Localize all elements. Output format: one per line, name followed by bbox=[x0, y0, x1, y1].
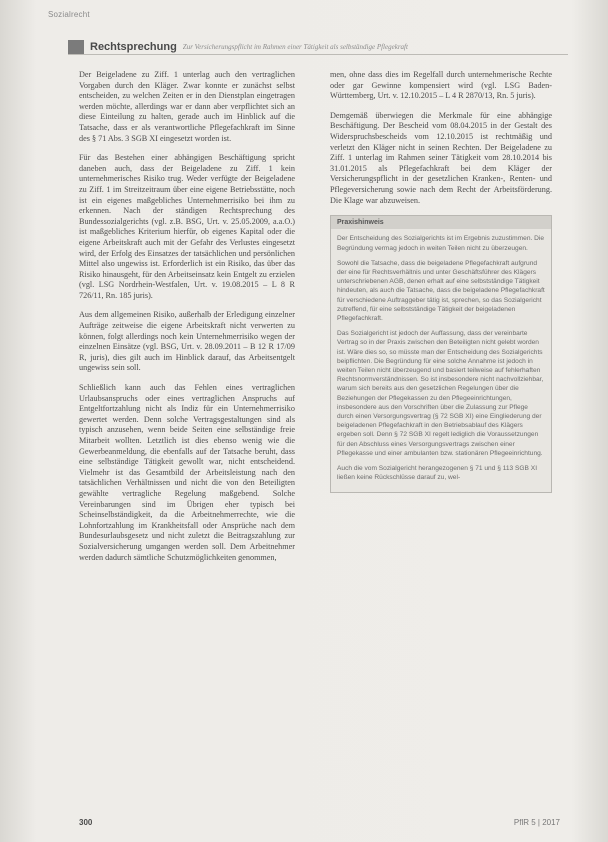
body-paragraph: Demgemäß überwiegen die Merkmale für eine abhängige Beschäftigung. Der Bescheid vom 08.04.2015 in der Gestalt des Widerspruchsbescheids vom 12.10.2015 ist rechtmäßig und verletzt den Kläger nicht in seinen Rechten. Der Beigeladene zu Ziff. 1 unterlag im Rahmen seiner Tätigkeit vom 28.10.2014 bis 31.01.2015 als Pflegefachkraft bei dem Kläger der Versicherungspflicht in der gesetzlichen Kranken-, Renten- und Pflegeversicherung sowie nach dem Recht der Arbeitsförderung. Die Klage war abzuweisen. bbox=[330, 110, 552, 205]
practice-note-paragraph: Der Entscheidung des Sozialgerichts ist im Ergebnis zuzustimmen. Die Begründung vermag jedoch in weiten Teilen nicht zu überzeugen. bbox=[337, 235, 545, 252]
practice-note-box bbox=[330, 215, 552, 493]
page-header bbox=[68, 40, 568, 55]
journal-issue: PflR 5 | 2017 bbox=[513, 818, 560, 827]
section-label: Sozialrecht bbox=[48, 10, 90, 19]
practice-note-title: Praxishinweis bbox=[331, 216, 551, 229]
body-paragraph: Für das Bestehen einer abhängigen Beschäftigung spricht daneben auch, dass der Beigeladene zu Ziff. 1 kein unternehmerisches Risiko trug. Weder verfügte der Beigeladene zu Ziff. 1 im Streitzeitraum über eine eigene Betriebsstätte, noch ist ein eigenes maßgebliches Unternehmerrisiko bei ihm zu erkennen. Nach der ständigen Rechtsprechung des Bundessozialgerichts (vgl. z.B. BSG, Urt. v. 25.05.2009, a.a.O.) ist maßgebliches Kriterium hierfür, ob eigenes Kapital oder die eigene Arbeitskraft auch mit der Gefahr des Verlustes eingesetzt wird, der Erfolg des Einsatzes der tatsächlichen und persönlichen Mittel also ungewiss ist. Erforderlich ist ein Risiko, das über das Risiko hinausgeht, für den Arbeitseinsatz kein Entgelt zu erzielen (vgl. LSG Nordrhein-Westfalen, Urt. v. 19.08.2015 – L 8 R 726/11, Rn. 185 juris). bbox=[79, 153, 295, 300]
right-column bbox=[330, 70, 552, 493]
body-paragraph: Aus dem allgemeinen Risiko, außerhalb der Erledigung einzelner Aufträge zeitweise die eigene Arbeitskraft nicht verwerten zu können, folgt allerdings noch kein Unternehmerrisiko wegen der einzelnen Einsätze (vgl. BSG, Urt. v. 28.09.2011 – B 12 R 17/09 R, juris), dies gilt auch im Hinblick darauf, das Arbeitsentgelt ungewiss sein soll. bbox=[79, 310, 295, 373]
page-footer bbox=[79, 818, 560, 827]
body-paragraph: men, ohne dass dies im Regelfall durch unternehmerische Rechte oder gar Gewinne kompensiert wird (vgl. LSG Baden-Württemberg, Urt. v. 12.10.2015 – L 4 R 2870/13, Rn. 5 juris). bbox=[330, 70, 552, 101]
body-paragraph: Der Beigeladene zu Ziff. 1 unterlag auch den vertraglichen Vorgaben durch den Kläger. Zwar konnte er zunächst selbst entscheiden, zu welchen Zeiten er in den Dienstplan eingetragen werden möchte, allerdings war er dann aber verpflichtet sich an diese Einteilung zu halten, gerade auch im Hinblick auf die Tatsache, dass er als verantwortliche Pflegefachkraft im Sinne des § 71 Abs. 3 SGB XI eingesetzt worden ist. bbox=[79, 70, 295, 143]
practice-note-body bbox=[331, 229, 551, 492]
left-column bbox=[79, 70, 295, 572]
body-paragraph: Schließlich kann auch das Fehlen eines vertraglichen Urlaubsanspruchs oder eines vertraglichen Anspruchs auf Entgeltfortzahlung nicht als Indiz für ein Unternehmerrisiko gewertet werden. Denn solche Vertragsgestaltungen sind als typisch anzusehen, wenn beide Seiten eine selbständige freie Mitarbeit wollten. Letztlich ist dies ebenso wenig wie die Gewerbeanmeldung, die ebenfalls auf der Tatsache beruht, dass eine selbständige Tätigkeit gewollt war, nicht entscheidend. Vielmehr ist das Gesamtbild der Arbeitsleistung nach den tatsächlichen Verhältnissen und nicht die von den Beteiligten gewählte vertragliche Regelung maßgebend. Solche Vereinbarungen sind im Übrigen eher typisch bei Scheinselbständigkeit, da die Arbeitnehmerrechte, wie die Lohnfortzahlung im Krankheitsfall oder Ansprüche nach dem Bundesurlaubsgesetz und nicht zuletzt die Beitragszahlung zur Sozialversicherung umgangen werden soll. Dem Arbeitnehmer werden dadurch sämtliche Schutzmöglichkeiten genommen, bbox=[79, 383, 295, 562]
header-title: Rechtsprechung bbox=[90, 41, 177, 53]
page-number: 300 bbox=[79, 818, 93, 827]
practice-note-paragraph: Auch die vom Sozialgericht herangezogenen § 71 und § 113 SGB XI ließen keine Rückschlüsse darauf zu, wel- bbox=[337, 465, 538, 482]
header-marker-block bbox=[68, 40, 84, 54]
header-subtitle: Zur Versicherungspflicht im Rahmen einer Tätigkeit als selbständige Pflegekraft bbox=[182, 43, 408, 51]
practice-note-paragraph: Sowohl die Tatsache, dass die beigeladene Pflegefachkraft aufgrund der eine für Rechtsverhältnis und unter Geschäftsführer des Klägers unterschriebenen AGB, denen erhalt auf eine selbstständige Tätigkeit hindeuten, als auch die Tatsache, dass die beigeladene Pflegefachkraft für verschiedene Auftraggeber tätig ist, sprechen, so das Sozialgericht zutreffend, für eine selbstständige Tätigkeit der beigeladenen Pflegefachkraft. bbox=[337, 259, 545, 322]
practice-note-paragraph: Das Sozialgericht ist jedoch der Auffassung, dass der vereinbarte Vertrag so in der Praxis zwischen den Beteiligten nicht gelebt worden ist. Wäre dies so, so müsste man der Entscheidung des Sozialgerichts beipflichten. Die Begründung für eine solche Annahme ist jedoch in weiten Teilen nicht überzeugend und basiert teilweise auf fehlerhaften Rechtsnormverständnissen. So ist insbesondere nicht nachvollziehbar, warum sich bereits aus den gesetzlichen Regelungen über die Beziehungen der Pflegekassen zu den Pflegeeinrichtungen, insbesondere aus den Vorschriften über die Zulassung zur Pflege durch einen Versorgungsvertrag (§ 72 SGB XI) eine Eingliederung der beigeladenen Pflegefachkraft in den Betriebsablauf des Klägers ergeben soll. Denn § 72 SGB XI regelt lediglich die Voraussetzungen für den Abschluss eines Versorgungsvertrags zwischen einer Pflegekasse und einer ambulanten bzw. stationären Pflegeeinrichtung. bbox=[337, 330, 544, 457]
